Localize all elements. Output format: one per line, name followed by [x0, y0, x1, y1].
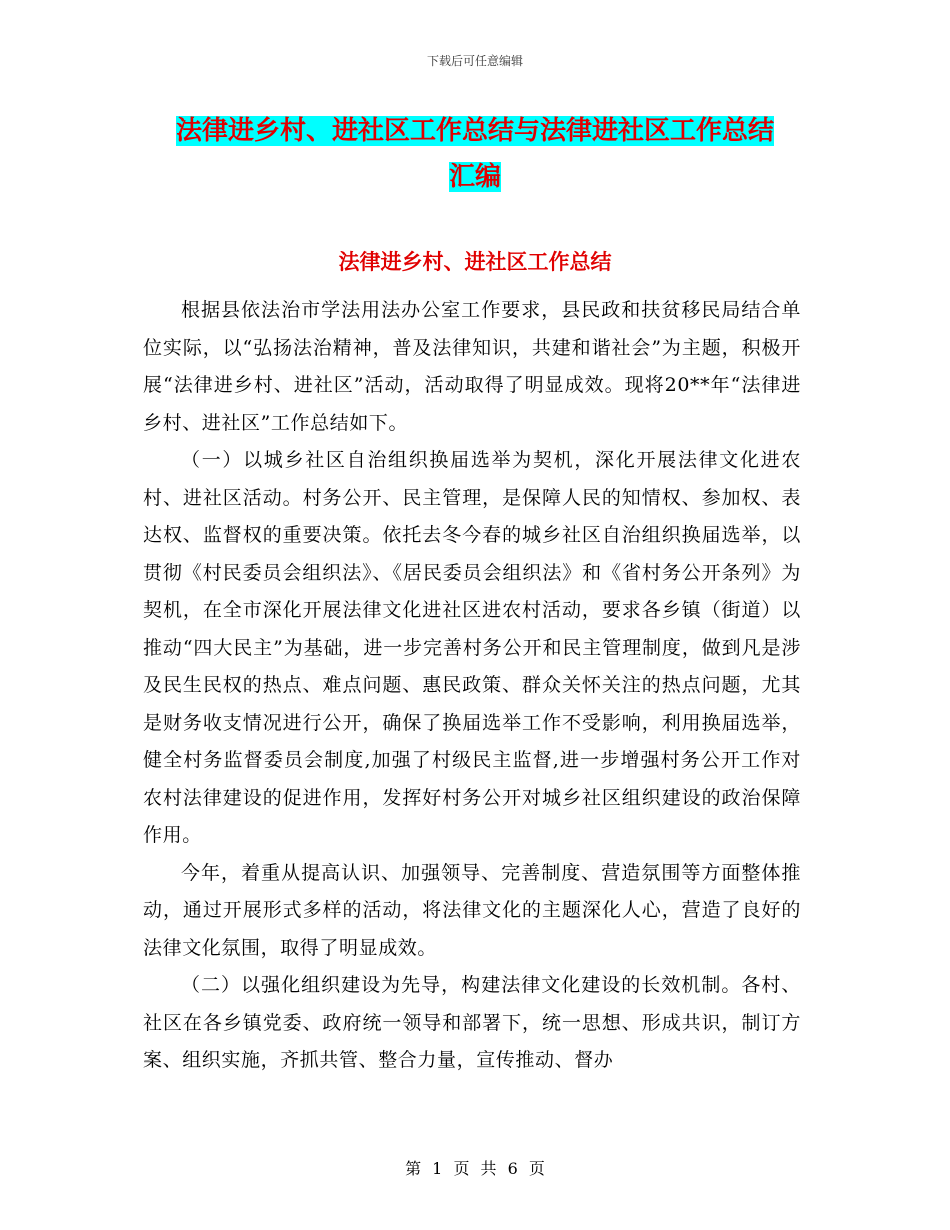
document-title — [140, 108, 810, 200]
page-number-footer: 第 1 页 共 6 页 — [405, 1159, 545, 1178]
document-body — [143, 292, 801, 1080]
document-title-line-1: 法律进乡村、进社区工作总结与法律进社区工作总结 — [175, 116, 774, 146]
paragraph-3: 今年，着重从提高认识、加强领导、完善制度、营造氛围等方面整体推动，通过开展形式多样的活动，将法律文化的主题深化人心，营造了良好的法律文化氛围，取得了明显成效。 — [143, 861, 801, 959]
paragraph-1: 根据县依法治市学法用法办公室工作要求，县民政和扶贫移民局结合单位实际，以“弘扬法治精神，普及法律知识，共建和谐社会”为主题，积极开展“法律进乡村、进社区”活动，活动取得了明显成效。现将20**年“法律进乡村、进社区”工作总结如下。 — [143, 299, 801, 434]
paragraph-4: （二）以强化组织建设为先导，构建法律文化建设的长效机制。各村、社区在各乡镇党委、政府统一领导和部署下，统一思想、形成共识，制订方案、组织实施，齐抓共管、整合力量，宣传推动、督办 — [143, 974, 801, 1071]
section-title: 法律进乡村、进社区工作总结 — [338, 250, 612, 274]
page-header-note: 下载后可任意编辑 — [426, 54, 523, 68]
paragraph-2: （一）以城乡社区自治组织换届选举为契机，深化开展法律文化进农村、进社区活动。村务公开、民主管理，是保障人民的知情权、参加权、表达权、监督权的重要决策。依托去冬今春的城乡社区自治组织换届选举，以贯彻《村民委员会组织法》、《居民委员会组织法》和《省村务公开条列》为契机，在全市深化开展法律文化进社区进农村活动，要求各乡镇（街道）以推动“四大民主”为基础，进一步完善村务公开和民主管理制度，做到凡是涉及民生民权的热点、难点问题、惠民政策、群众关怀关注的热点问题，尤其是财务收支情况进行公开，确保了换届选举工作不受影响，利用换届选举，健全村务监督委员会制度,加强了村级民主监督,进一步增强村务公开工作对农村法律建设的促进作用，发挥好村务公开对城乡社区组织建设的政治保障作用。 — [143, 449, 801, 846]
document-title-line-2: 汇编 — [448, 162, 501, 192]
